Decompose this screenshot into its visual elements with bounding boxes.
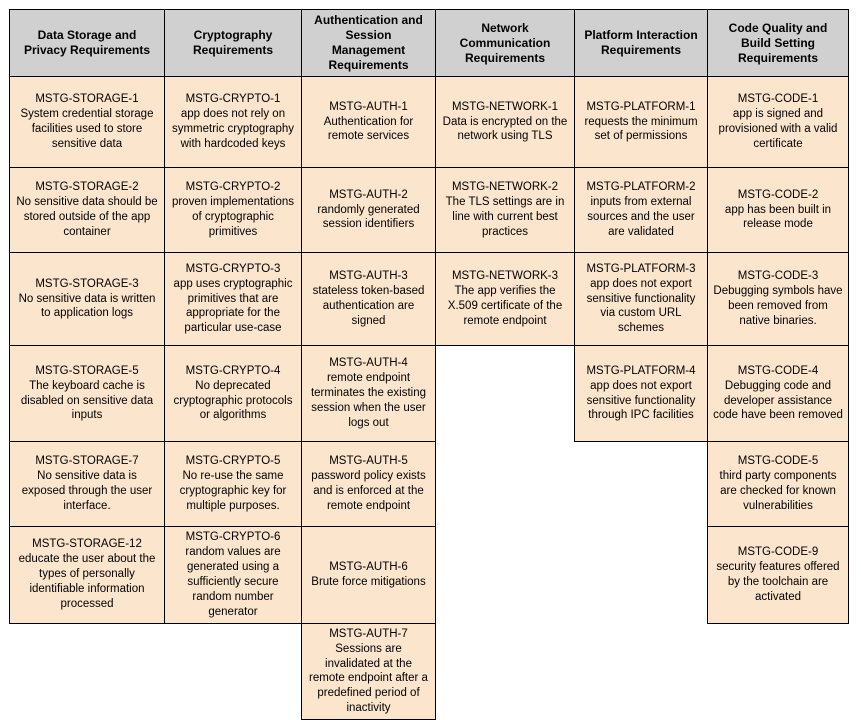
req-text: Authentication for remote services	[323, 115, 414, 143]
header-cryptography: Cryptography Requirements	[165, 10, 302, 77]
header-network-communication: Network Communication Requirements	[436, 10, 575, 77]
req-text: app has been built in release mode	[724, 203, 832, 231]
empty-cell	[165, 623, 302, 720]
cell-mstg-crypto-3	[165, 253, 302, 346]
cell-mstg-code-2	[708, 168, 849, 253]
req-id: MSTG-CODE-4	[737, 364, 819, 377]
cell-mstg-platform-1	[575, 77, 708, 168]
cell-mstg-storage-5	[10, 346, 165, 442]
req-text: The TLS settings are in line with current best practices	[445, 196, 565, 238]
req-text: app does not export sensitive functionality via custom URL schemes	[586, 277, 696, 335]
cell-mstg-network-1	[436, 77, 575, 168]
req-id: MSTG-STORAGE-3	[35, 277, 139, 290]
cell-mstg-crypto-2	[165, 168, 302, 253]
cell-mstg-network-3	[436, 253, 575, 346]
req-text: Sessions are invalidated at the remote endpoint after a predefined period of inactivity	[309, 642, 428, 715]
req-id: MSTG-STORAGE-5	[35, 364, 139, 377]
empty-cell	[10, 623, 165, 720]
cell-mstg-storage-3	[10, 253, 165, 346]
req-text: Data is encrypted on the network using TLS	[442, 115, 568, 143]
cell-mstg-auth-5	[302, 442, 436, 527]
req-id: MSTG-CRYPTO-6	[185, 531, 281, 543]
req-id: MSTG-CODE-1	[737, 93, 819, 106]
table-row	[10, 168, 849, 253]
req-id: MSTG-CODE-5	[737, 455, 819, 468]
req-id: MSTG-PLATFORM-4	[586, 364, 696, 377]
req-id: MSTG-STORAGE-12	[32, 538, 142, 551]
req-text: app is signed and provisioned with a valid certificate	[718, 108, 838, 150]
cell-mstg-network-2	[436, 168, 575, 253]
cell-mstg-code-4	[708, 346, 849, 442]
req-id: MSTG-CRYPTO-2	[185, 181, 281, 194]
mstg-requirements-table	[9, 9, 849, 720]
table-row	[10, 442, 849, 527]
req-text: No sensitive data should be stored outside of the app container	[16, 196, 158, 238]
req-id: MSTG-CRYPTO-1	[185, 93, 281, 106]
req-id: MSTG-NETWORK-2	[451, 181, 559, 194]
cell-mstg-crypto-1	[165, 77, 302, 168]
empty-cell	[436, 346, 575, 442]
req-text: app does not export sensitive functionality through IPC facilities	[586, 379, 696, 422]
req-text: No deprecated cryptographic protocols or algorithms	[173, 379, 293, 422]
req-text: Brute force mitigations	[311, 575, 426, 588]
header-data-storage-privacy: Data Storage and Privacy Requirements	[10, 10, 165, 77]
cell-mstg-auth-1	[302, 77, 436, 168]
header-row	[10, 10, 849, 77]
req-text: requests the minimum set of permissions	[584, 115, 698, 143]
cell-mstg-auth-2	[302, 168, 436, 253]
req-id: MSTG-CODE-3	[737, 270, 819, 283]
empty-cell	[708, 623, 849, 720]
req-id: MSTG-STORAGE-1	[35, 93, 139, 106]
req-text: app does not rely on symmetric cryptography with hardcoded keys	[171, 108, 295, 150]
cell-mstg-code-1	[708, 77, 849, 168]
empty-cell	[436, 442, 575, 527]
cell-mstg-auth-7	[302, 623, 436, 720]
cell-mstg-code-9	[708, 527, 849, 624]
cell-mstg-storage-1	[10, 77, 165, 168]
cell-mstg-storage-2	[10, 168, 165, 253]
req-id: MSTG-CRYPTO-3	[185, 262, 281, 275]
req-id: MSTG-NETWORK-1	[451, 100, 559, 113]
req-id: MSTG-PLATFORM-1	[586, 100, 696, 113]
req-id: MSTG-CODE-9	[737, 545, 819, 558]
table-row	[10, 77, 849, 168]
table-row	[10, 253, 849, 346]
empty-cell	[436, 623, 575, 720]
cell-mstg-auth-3	[302, 253, 436, 346]
cell-mstg-code-3	[708, 253, 849, 346]
empty-cell	[575, 442, 708, 527]
req-text: proven implementations of cryptographic primitives	[171, 196, 295, 238]
cell-mstg-code-5	[708, 442, 849, 527]
req-text: The keyboard cache is disabled on sensitive data inputs	[20, 379, 154, 422]
cell-mstg-storage-7	[10, 442, 165, 527]
req-id: MSTG-AUTH-5	[329, 455, 408, 468]
table-row	[10, 527, 849, 624]
req-id: MSTG-AUTH-2	[329, 188, 408, 201]
cell-mstg-auth-6	[302, 527, 436, 624]
req-text: Debugging code and developer assistance code have been removed	[713, 379, 843, 422]
cell-mstg-crypto-6	[165, 527, 302, 624]
req-text: No re-use the same cryptographic key for multiple purposes.	[179, 470, 287, 512]
empty-cell	[575, 527, 708, 624]
header-auth-session: Authentication and Session Management Requirements	[302, 10, 436, 77]
req-id: MSTG-AUTH-3	[329, 270, 408, 283]
cell-mstg-crypto-5	[165, 442, 302, 527]
req-text: third party components are checked for known vulnerabilities	[719, 470, 837, 512]
cell-mstg-storage-12	[10, 527, 165, 624]
req-text: System credential storage facilities used to store sensitive data	[20, 108, 154, 150]
req-id: MSTG-AUTH-6	[329, 560, 408, 573]
req-text: No sensitive data is written to application logs	[18, 292, 156, 320]
req-id: MSTG-PLATFORM-3	[586, 262, 696, 275]
req-id: MSTG-NETWORK-3	[451, 270, 559, 283]
req-text: stateless token-based authentication are signed	[312, 285, 425, 327]
cell-mstg-platform-4	[575, 346, 708, 442]
req-id: MSTG-PLATFORM-2	[586, 181, 696, 194]
req-text: Debugging symbols have been removed from native binaries.	[713, 285, 843, 327]
cell-mstg-crypto-4	[165, 346, 302, 442]
empty-cell	[436, 527, 575, 624]
req-id: MSTG-AUTH-4	[329, 357, 408, 370]
table-row	[10, 346, 849, 442]
cell-mstg-auth-4	[302, 346, 436, 442]
header-code-quality-build: Code Quality and Build Setting Requirements	[708, 10, 849, 77]
req-text: app uses cryptographic primitives that are appropriate for the particular use-case	[173, 277, 293, 335]
header-platform-interaction: Platform Interaction Requirements	[575, 10, 708, 77]
req-id: MSTG-CODE-2	[737, 188, 819, 201]
table-row	[10, 623, 849, 720]
empty-cell	[575, 623, 708, 720]
req-id: MSTG-CRYPTO-4	[185, 364, 281, 377]
cell-mstg-platform-3	[575, 253, 708, 346]
req-text: remote endpoint terminates the existing session when the user logs out	[310, 372, 427, 429]
cell-mstg-platform-2	[575, 168, 708, 253]
req-text: No sensitive data is exposed through the user interface.	[21, 470, 153, 512]
req-id: MSTG-STORAGE-7	[35, 455, 139, 468]
req-id: MSTG-AUTH-7	[329, 627, 408, 640]
req-text: security features offered by the toolchain are activated	[716, 560, 840, 603]
req-text: educate the user about the types of personally identifiable information processed	[18, 553, 156, 611]
req-text: inputs from external sources and the user are validated	[587, 196, 695, 238]
req-id: MSTG-AUTH-1	[329, 100, 408, 113]
req-text: The app verifies the X.509 certificate of the remote endpoint	[447, 285, 563, 327]
req-text: randomly generated session identifiers	[317, 203, 420, 231]
req-text: random values are generated using a sufficiently secure random number generator	[185, 545, 281, 618]
req-text: password policy exists and is enforced at the remote endpoint	[311, 470, 426, 512]
req-id: MSTG-STORAGE-2	[35, 181, 139, 194]
req-id: MSTG-CRYPTO-5	[185, 455, 281, 468]
